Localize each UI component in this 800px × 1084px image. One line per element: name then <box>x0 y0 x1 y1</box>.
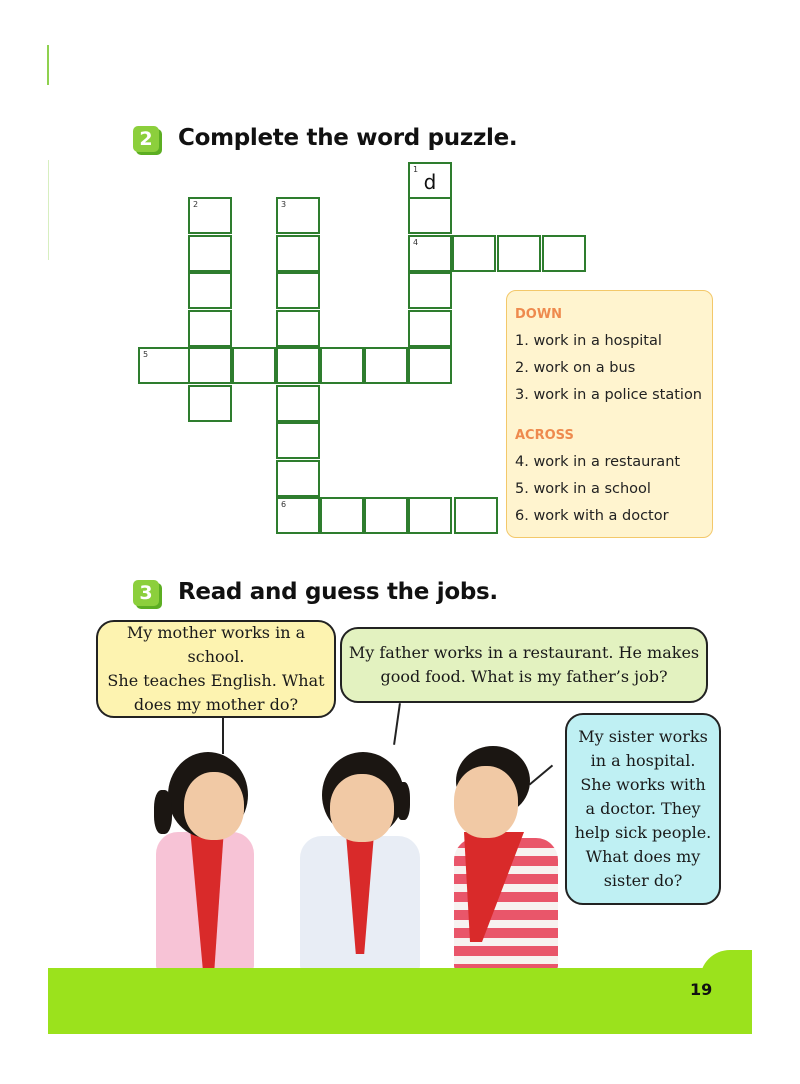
page-edge-marker <box>48 160 49 260</box>
crossword-cell[interactable] <box>408 272 452 309</box>
bubble-line: a doctor. They <box>585 799 701 818</box>
crossword-cell[interactable] <box>542 235 586 272</box>
clue-number-3: 3 <box>281 200 287 209</box>
face <box>454 766 518 838</box>
page-edge-marker <box>47 45 49 85</box>
across-heading: ACROSS <box>515 428 574 443</box>
bubble-line: help sick people. <box>574 823 712 842</box>
clue-number-6: 6 <box>281 500 287 509</box>
crossword-cell[interactable] <box>408 197 452 234</box>
crossword-cell-6-across-1[interactable] <box>276 497 320 534</box>
speech-bubble-mother <box>96 620 336 718</box>
crossword-cell[interactable] <box>408 310 452 347</box>
bubble-line: My sister works <box>578 727 708 746</box>
across-clue-6: 6. work with a doctor <box>515 508 669 524</box>
crossword-cell-1-down-1[interactable] <box>408 162 452 199</box>
crossword-cell-3-down-1[interactable] <box>276 197 320 234</box>
crossword-cell[interactable] <box>454 497 498 534</box>
crossword-cell[interactable] <box>497 235 541 272</box>
speech-bubble-sister <box>565 713 721 905</box>
crossword-cell-2-down-1[interactable] <box>188 197 232 234</box>
crossword-cell[interactable] <box>408 347 452 384</box>
given-letter: d <box>423 170 437 194</box>
ponytail <box>154 790 172 834</box>
crossword-cell[interactable] <box>276 385 320 422</box>
crossword-cell[interactable] <box>364 347 408 384</box>
crossword-cell[interactable] <box>188 272 232 309</box>
clue-box <box>506 290 713 538</box>
face <box>184 772 244 840</box>
clue-number-5: 5 <box>143 350 149 359</box>
bubble-line: My father works in a restaurant. He makes <box>348 643 700 662</box>
down-heading: DOWN <box>515 307 563 322</box>
section-2-badge: 2 <box>133 126 159 152</box>
page-number: 19 <box>690 980 713 999</box>
face <box>330 774 394 842</box>
down-clue-2: 2. work on a bus <box>515 360 636 376</box>
bubble-line: does my mother do? <box>133 695 299 714</box>
ponytail <box>396 782 410 820</box>
crossword-cell[interactable] <box>276 460 320 497</box>
crossword-cell[interactable] <box>276 272 320 309</box>
crossword-cell[interactable] <box>188 347 232 384</box>
crossword-cell[interactable] <box>188 235 232 272</box>
crossword-cell[interactable] <box>364 497 408 534</box>
crossword-cell[interactable] <box>408 497 452 534</box>
bubble-line: My mother works in a school. <box>126 623 306 666</box>
child-boy-right <box>450 746 560 970</box>
crossword-cell[interactable] <box>188 310 232 347</box>
bubble-line: in a hospital. <box>590 751 696 770</box>
bubble-tail <box>222 718 224 754</box>
footer-band <box>48 968 752 1034</box>
across-clue-5: 5. work in a school <box>515 481 651 497</box>
section-3-title: Read and guess the jobs. <box>178 579 498 605</box>
section-2-title: Complete the word puzzle. <box>178 125 518 151</box>
clue-number-4: 4 <box>413 238 419 247</box>
crossword-cell[interactable] <box>276 347 320 384</box>
bubble-line: sister do? <box>603 871 683 890</box>
clue-number-2: 2 <box>193 200 199 209</box>
bubble-tail <box>393 703 401 745</box>
bubble-line: She teaches English. What <box>107 671 325 690</box>
clue-number-1: 1 <box>413 165 419 174</box>
crossword-cell-5-across-1[interactable] <box>138 347 190 384</box>
across-clue-4: 4. work in a restaurant <box>515 454 681 470</box>
bubble-line: good food. What is my father’s job? <box>380 667 668 686</box>
crossword-cell[interactable] <box>276 235 320 272</box>
crossword-cell[interactable] <box>188 385 232 422</box>
bubble-line: She works with <box>580 775 706 794</box>
crossword-cell[interactable] <box>276 310 320 347</box>
speech-bubble-father <box>340 627 708 703</box>
section-3-badge: 3 <box>133 580 159 606</box>
crossword-cell[interactable] <box>276 422 320 459</box>
bubble-line: What does my <box>585 847 701 866</box>
crossword-cell[interactable] <box>320 347 364 384</box>
crossword-cell-4-across-1[interactable] <box>408 235 452 272</box>
crossword-cell[interactable] <box>232 347 276 384</box>
child-girl-middle <box>300 752 420 970</box>
crossword-cell[interactable] <box>320 497 364 534</box>
down-clue-1: 1. work in a hospital <box>515 333 662 349</box>
down-clue-3: 3. work in a police station <box>515 387 702 403</box>
crossword-cell[interactable] <box>452 235 496 272</box>
child-girl-left <box>150 750 260 970</box>
